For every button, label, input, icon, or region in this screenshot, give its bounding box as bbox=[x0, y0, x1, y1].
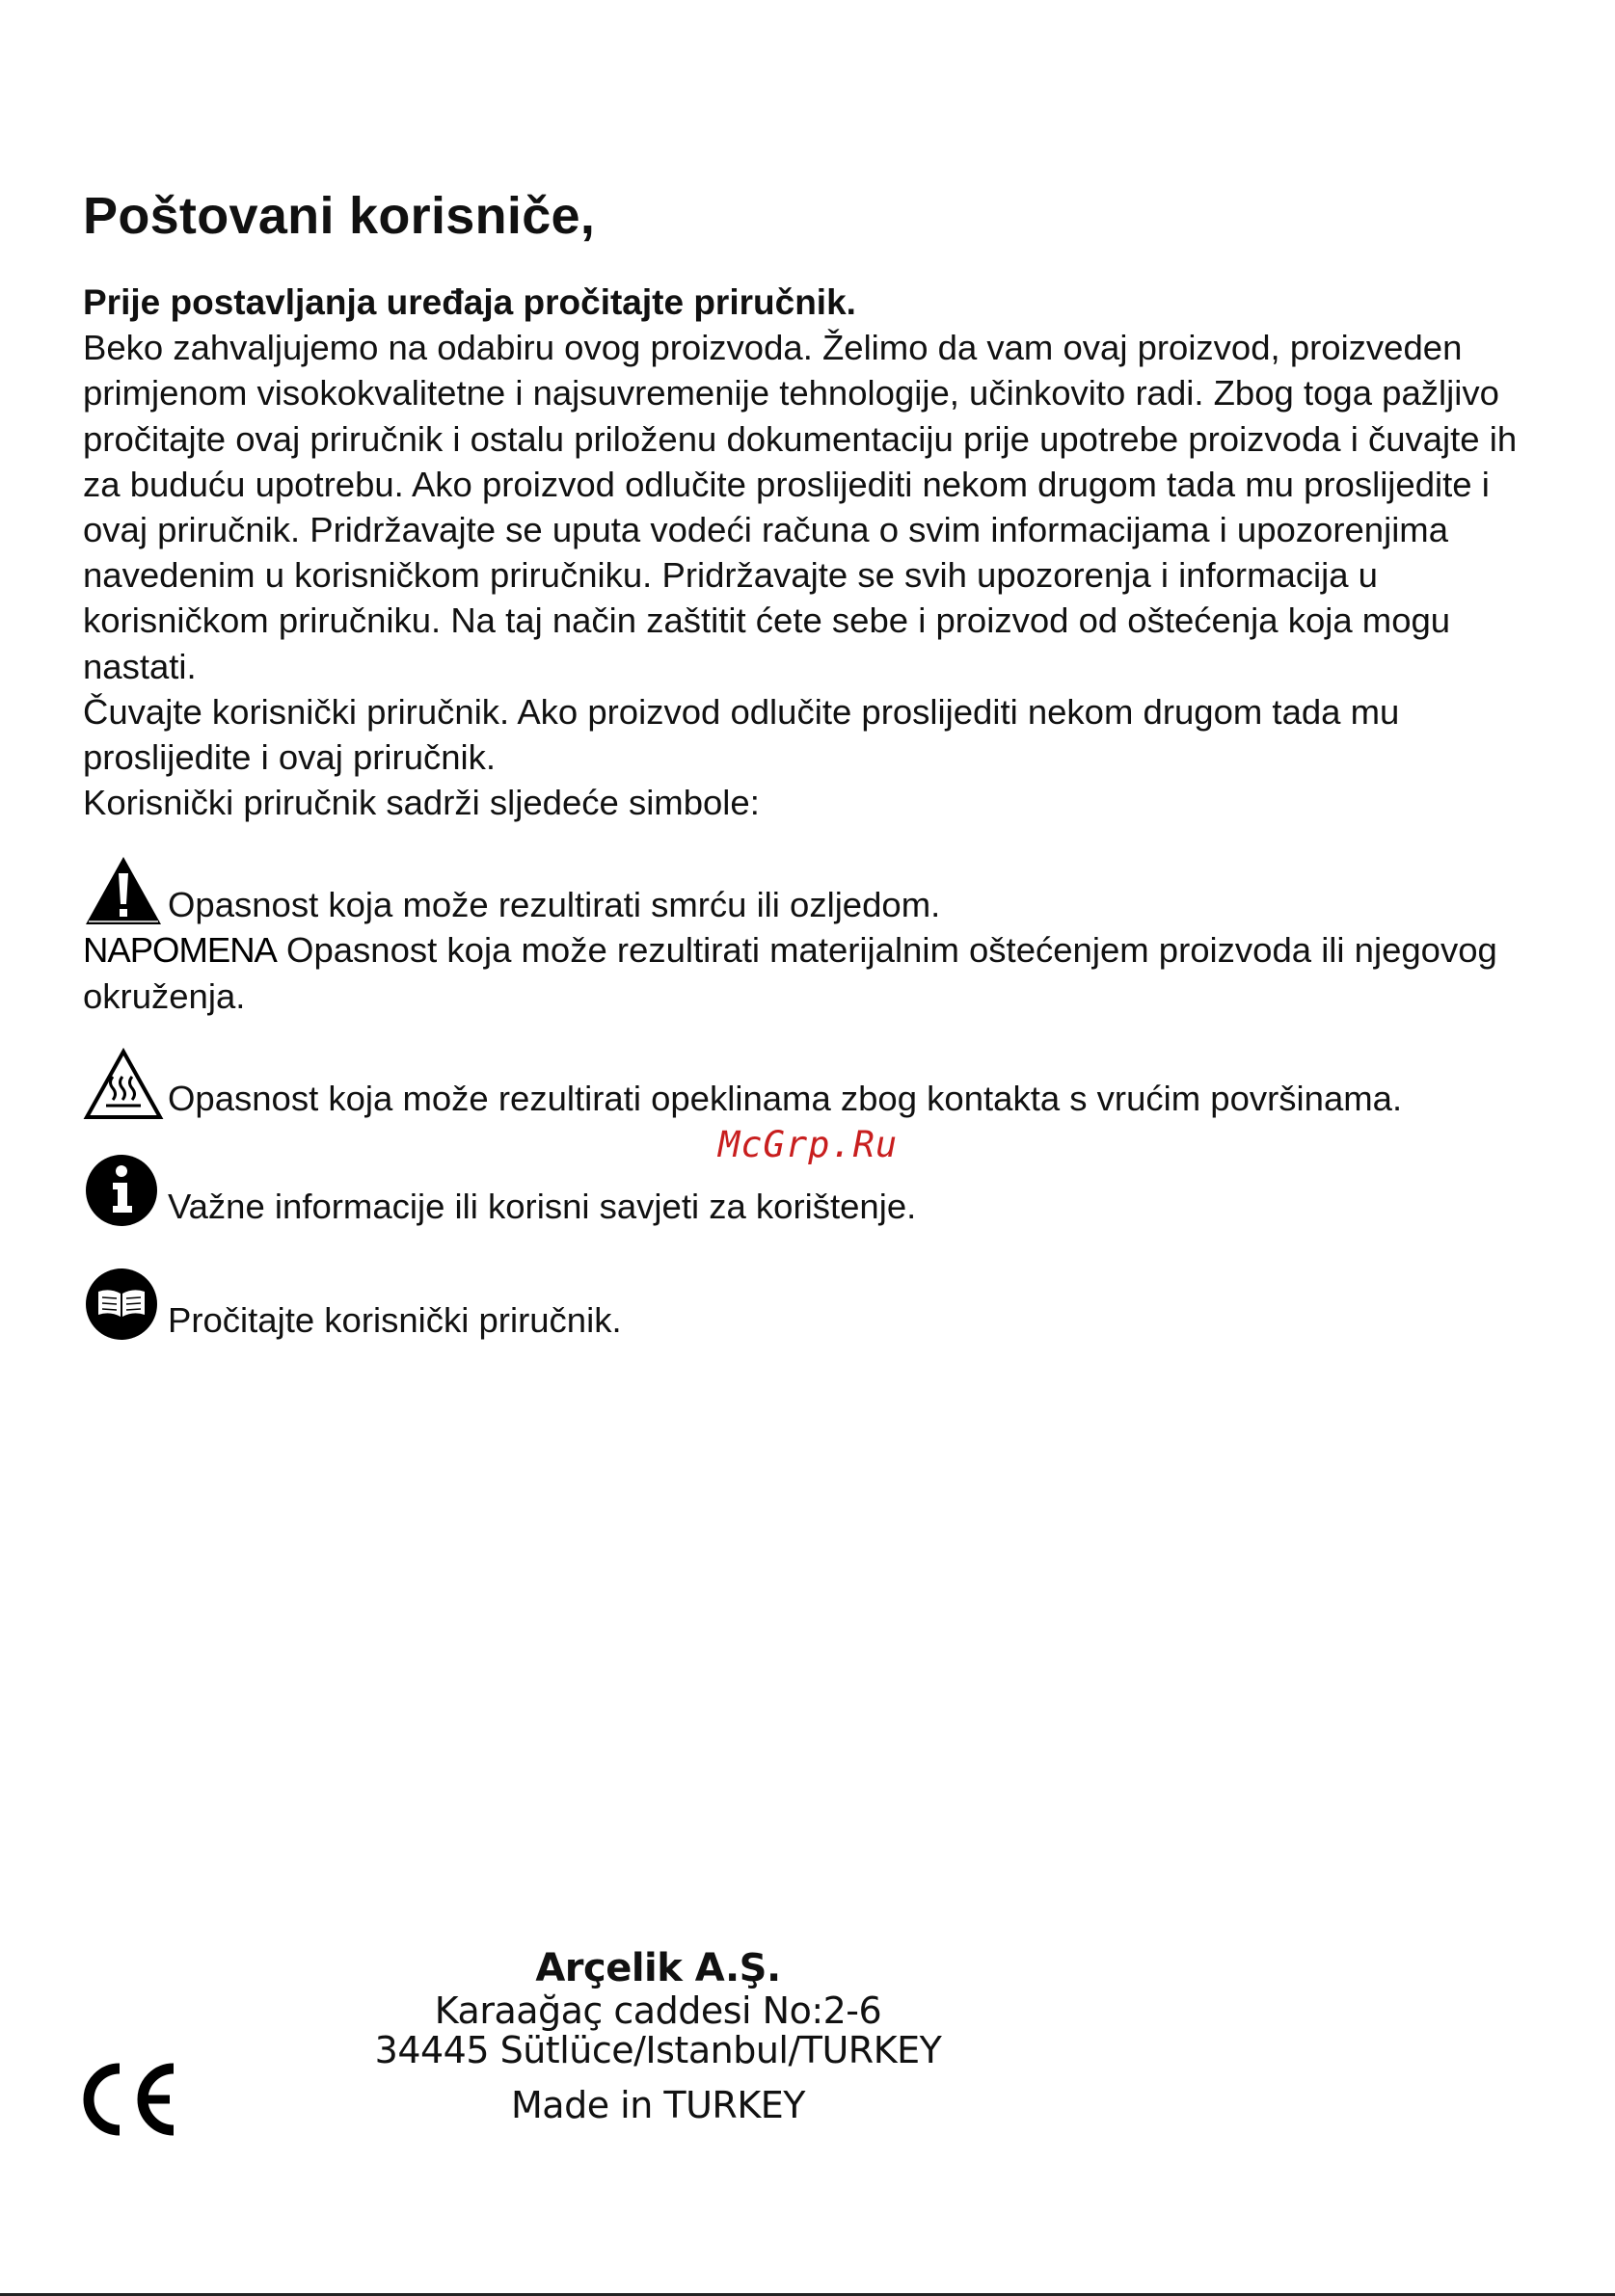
note-label: NAPOMENA bbox=[83, 930, 277, 971]
subheading: Prije postavljanja uređaja pročitajte priručnik. bbox=[83, 282, 856, 322]
made-in-label: Made in TURKEY bbox=[511, 2084, 805, 2126]
main-content bbox=[83, 280, 1548, 1343]
symbols-intro: Korisnički priručnik sadrži sljedeće simbole: bbox=[83, 783, 760, 823]
hot-surface-text: Opasnost koja može rezultirati opeklinama zbog kontakta s vrućim površinama. bbox=[168, 1078, 1403, 1118]
company-name: Arçelik A.Ş. bbox=[535, 1946, 781, 1990]
intro-paragraph: Beko zahvaljujemo na odabiru ovog proizvoda. Želimo da vam ovaj proizvod, proizveden primjenom visokokvalitetne i najsuvremenije tehnologije, učinkovito radi. Zbog toga pažljivo pročitajte ovaj priručnik i ostalu priloženu dokumentaciju prije upotrebe proizvoda i čuvajte ih za buduću upotrebu. Ako proizvod odlučite proslijediti nekom drugom tada mu proslijedite i ovaj priručnik. Pridržavajte se uputa vodeći računa o svim informacijama i upozorenjima navedenim u korisničkom priručniku. Pridržavajte se svih upozorenja i informacija u korisničkom priručniku. Na taj način zaštitit ćete sebe i proizvod od oštećenja koja mogu nastati. bbox=[83, 328, 1518, 686]
warning-triangle-icon bbox=[83, 854, 168, 927]
book-icon bbox=[83, 1266, 168, 1343]
street-address: Karaağaç caddesi No:2-6 bbox=[434, 1989, 882, 2032]
symbol-hot-surface-row bbox=[83, 1034, 1548, 1121]
info-icon bbox=[83, 1152, 168, 1229]
symbol-manual-row bbox=[83, 1260, 1548, 1343]
ce-mark-icon bbox=[79, 2063, 179, 2136]
symbol-warning-row bbox=[83, 841, 1548, 927]
symbol-note-row bbox=[83, 927, 1548, 1018]
city-address: 34445 Sütlüce/Istanbul/TURKEY bbox=[374, 2029, 942, 2071]
watermark: McGrp.Ru bbox=[718, 1124, 899, 1165]
hot-surface-icon bbox=[83, 1048, 168, 1121]
warning-text: Opasnost koja može rezultirati smrću ili ozljedom. bbox=[168, 885, 941, 925]
manual-text: Pročitajte korisnički priručnik. bbox=[168, 1299, 622, 1340]
info-text: Važne informacije ili korisni savjeti za korištenje. bbox=[168, 1186, 917, 1226]
manufacturer-address bbox=[289, 1945, 1027, 2128]
keep-manual-paragraph: Čuvajte korisnički priručnik. Ako proizvod odlučite proslijediti nekom drugom tada mu proslijedite i ovaj priručnik. bbox=[83, 691, 1400, 778]
note-text: Opasnost koja može rezultirati materijalnim oštećenjem proizvoda ili njegovog okruženja. bbox=[83, 930, 1497, 1016]
page-title: Poštovani korisniče, bbox=[83, 187, 596, 245]
